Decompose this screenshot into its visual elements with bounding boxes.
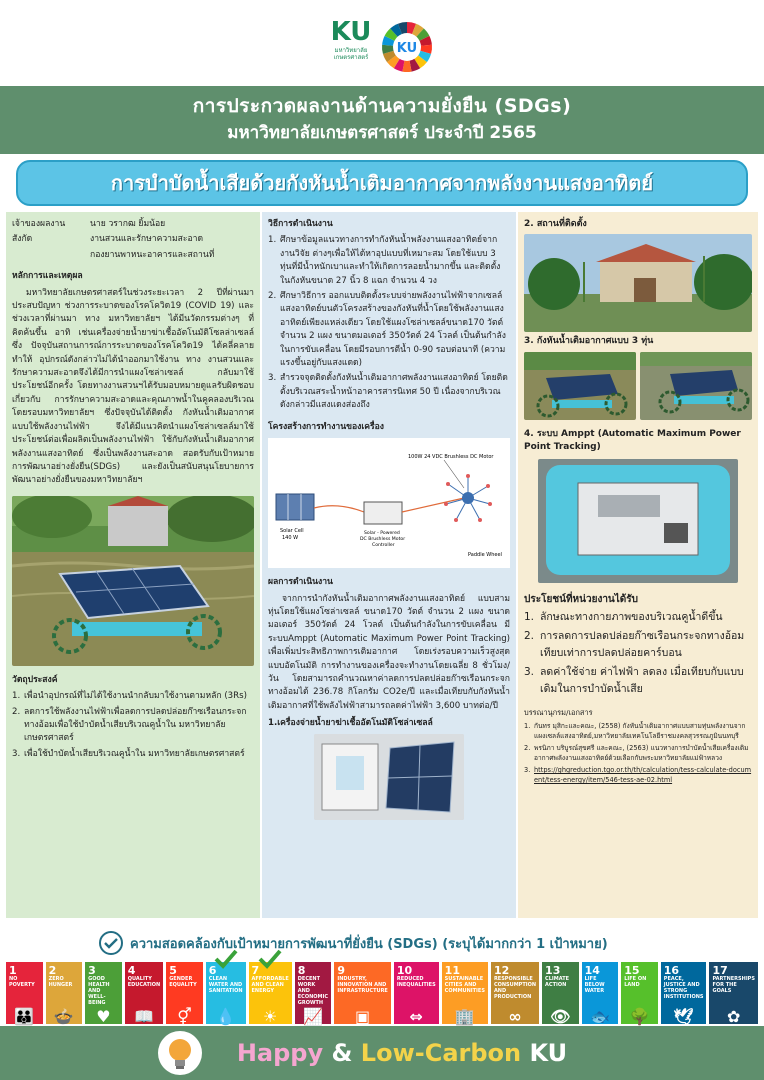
owner-value: นาย วรากฒ ยิ้มน้อย bbox=[90, 219, 166, 229]
dispenser-photo bbox=[314, 734, 464, 820]
paddle-wheel-icon bbox=[444, 474, 492, 522]
right-column bbox=[518, 212, 758, 918]
sdg-goal-icon: ♥ bbox=[96, 1007, 111, 1026]
sdg-tile-15: 15 LIFE ON LAND 🌳 bbox=[621, 962, 658, 1024]
sdg-goal-icon: 🏢 bbox=[454, 1007, 475, 1026]
sdg-tile-1: 1 NO POVERTY 👪 bbox=[6, 962, 43, 1024]
svg-text:Solar Cell: Solar Cell bbox=[280, 528, 304, 535]
dept-row bbox=[12, 233, 254, 246]
sdg-goal-icon: 🌳 bbox=[629, 1007, 650, 1026]
aerator-pond-illustration bbox=[12, 496, 254, 666]
sdg-goal-icon: ⇔ bbox=[409, 1007, 423, 1026]
sdg-tile-6: 6 CLEAN WATER AND SANITATION 💧 bbox=[206, 962, 246, 1024]
sdg-tile-13: 13 CLIMATE ACTION 👁 bbox=[542, 962, 579, 1024]
left-column bbox=[6, 212, 260, 918]
method-item: 1. ศึกษาข้อมูลแนวทางการทำกังหันน้ำพลังงานแสงอาทิตย์จากงานวิจัย ต่างๆเพื่อให้ได้หาอุปแบบที่เหมาะสม โดยใช้แบบ 3 ทุ่นที่มีน้ำหนักเบาและทำให้เกิดการลอยน้ำมากขึ้น และติดตั้งในกังหันขนาด 27 นิ้ว 8 แฉก จำนวน 4 วง bbox=[268, 235, 501, 286]
amppt-photo bbox=[538, 459, 738, 583]
ref-heading: บรรณานุกรม/เอกสาร bbox=[524, 708, 593, 718]
objective-item: 2. ลดการใช้พลังงานไฟฟ้าเพื่อลดการปลดปล่อยก๊าซเรือนกระจกทางอ้อมเพื่อใช้บำบัดน้ำเสียบริเวณคูน้ำใน มหาวิทยาลัยเกษตรศาสตร์ bbox=[12, 706, 247, 744]
controller-icon bbox=[364, 502, 402, 524]
header-band bbox=[0, 86, 764, 154]
sdg-goal-icon: 📖 bbox=[134, 1007, 154, 1026]
sdg-tile-17: 17 PARTNERSHIPS FOR THE GOALS ✿ bbox=[709, 962, 757, 1024]
ku-logo bbox=[331, 17, 371, 77]
principle-heading: หลักการและเหตุผล bbox=[12, 271, 83, 282]
system-diagram bbox=[268, 438, 510, 568]
photo2-caption: 2. สถานที่ติดตั้ง bbox=[524, 219, 587, 229]
poster-title: การบำบัดน้ำเสียด้วยกังหันน้ำเติมอากาศจากพลังงานแสงอาทิตย์ bbox=[16, 160, 748, 206]
result-text: จากการนำกังหันน้ำเติมอากาศพลังงานแสงอาทิตย์ แบบสามทุ่นโดยใช้แผงโซล่าเซลล์ ขนาด170 วัตต์ จำนวน 2 แผง ขนาดมอเตอร์ 350วัตต์ 24 โวลต์ เป็นต้นกำลังในการขับเคลื่อน มีระบบAmppt (Automatic Maximum Power Point Tracking) เพื่อเพิ่มประสิทธิภาพการเติมอากาศ โดยเร่งรอบความเร็วสูงสุดแบบอัตโนมัติ การทำงานของเครื่องจะทำงานโดยเฉลี่ย 8 ชั่วโมง/วัน โดยสามารถคำนวณหาค่าลดการปลดปล่อยก๊าซเรือนกระจกทางอ้อมได้ 236.78 กิโลกรัม CO2e/ปี และเมื่อเทียบกับกังหันน้ำเติมอากาศที่ใช้พลังไฟฟ้าสามารถลดค่าไฟฟ้า 3,600 บาทต่อ/ปี bbox=[268, 593, 510, 711]
dept-value-2: กองยานพาหนะอาคารและสถานที่ bbox=[90, 249, 215, 260]
sdg-tile-7: 7 AFFORDABLE AND CLEAN ENERGY ☀ bbox=[249, 962, 292, 1024]
sdg-tile-14: 14 LIFE BELOW WATER 🐟 bbox=[582, 962, 619, 1024]
sdg-tile-2: 2 ZERO HUNGER 🍲 bbox=[46, 962, 83, 1024]
objective-item: 1. เพื่อนำอุปกรณ์ที่ไม่ได้ใช้งานนำกลับมาใช้งานตามหลัก (3Rs) bbox=[12, 691, 247, 702]
dept-row-2 bbox=[12, 249, 254, 262]
photo3-caption: 3. กังหันน้ำเติมอากาศแบบ 3 ทุ่น bbox=[524, 336, 654, 347]
aerator-pond-photo bbox=[12, 496, 254, 666]
photo1-caption: 1.เครื่องจ่ายน้ำยาฆ่าเชื้ออัตโนมัติโซล่าเซลล์ bbox=[268, 718, 433, 729]
objective-item: 3. เพื่อใช้บำบัดน้ำเสียบริเวณคูน้ำใน มหาวิทยาลัยเกษตรศาสตร์ bbox=[12, 748, 245, 759]
method-heading: วิธีการดำเนินงาน bbox=[268, 219, 333, 229]
header-line1: การประกวดผลงานด้านความยั่งยืน (SDGs) bbox=[192, 95, 572, 117]
sdg-tile-10: 10 REDUCED INEQUALITIES ⇔ bbox=[394, 962, 439, 1024]
benefit-item: 3. ลดค่าใช้จ่าย ค่าไฟฟ้า ลดลง เมื่อเทียบกับแบบเดิมในการบำบัดน้ำเสีย bbox=[524, 666, 744, 696]
photo4-caption: 4. ระบบ Amppt (Automatic Maximum Power Point Tracking) bbox=[524, 428, 741, 453]
aerator-photos bbox=[524, 352, 752, 420]
sdg-tile-11: 11 SUSTAINABLE CITIES AND COMMUNITIES 🏢 bbox=[442, 962, 488, 1024]
checkmark-icon bbox=[257, 948, 283, 970]
benefit-item: 1. ลักษณะทางกายภาพของบริเวณคูน้ำดีขึ้น bbox=[524, 611, 723, 624]
middle-column bbox=[262, 212, 516, 918]
svg-text:Paddle Wheel: Paddle Wheel bbox=[468, 552, 502, 559]
sdg-tile-16: 16 PEACE, JUSTICE AND STRONG INSTITUTIONS 🕊 bbox=[661, 962, 707, 1024]
sdg-goal-icon: ⚥ bbox=[177, 1007, 192, 1026]
location-photo bbox=[524, 234, 752, 332]
sdg-goal-icon: 👁 bbox=[550, 1007, 571, 1026]
sdg-goal-icon: ✿ bbox=[727, 1007, 741, 1026]
footer-slogan: Happy & Low-Carbon KU bbox=[236, 1039, 568, 1067]
sdg-goal-icon: 💧 bbox=[215, 1007, 236, 1026]
sdg-goal-icon: 📈 bbox=[303, 1007, 323, 1026]
check-circle-icon bbox=[98, 930, 124, 956]
ku-logo-text: KU bbox=[330, 17, 372, 47]
sdg-goal-icon: 👪 bbox=[14, 1007, 35, 1026]
sdg-goal-icon: ☀ bbox=[262, 1007, 278, 1026]
checkmark-icon bbox=[213, 948, 239, 970]
svg-text:Controller: Controller bbox=[372, 543, 395, 549]
sdg-goal-icon: ▣ bbox=[355, 1007, 371, 1026]
structure-heading: โครงสร้างการทำงานของเครื่อง bbox=[268, 421, 384, 432]
ref-item: 1. กันทร มุสิกะและคณะ, (2558) กังหันน้ำเติมอากาศแบบสามทุ่นพลังงานจากแผงเซลล์แสงอาทิตย์,มหาวิทยาลัยเทคโนโลยีราชมงคลสุวรรณภูมินนทบุรี bbox=[524, 722, 746, 741]
ref-item: 2. พรนิภา บริบูรณ์สุขศรี และคณะ, (2563) แนวทางการบำบัดน้ำเสียเครื่องเติมอากาศพลังงานแสงอาทิตย์ด้วยเลือกกับพระมหาวิทยาลัยแม่ฟ้าหลวง bbox=[524, 744, 749, 763]
sdg-goal-icon: 🕊 bbox=[673, 1007, 694, 1026]
sdg-tile-5: 5 GENDER EQUALITY ⚥ bbox=[166, 962, 203, 1024]
method-item: 3. สำรวจจุดติดตั้งกังหันน้ำเติมอากาศพลังงานแสงอาทิตย์ โดยติดตั้งบริเวณสระน้ำหน้าอาคารสารนิเทศ 50 ปี เนื่องจากบริเวณดังกล่าวมีแสงแดงส่องถึง bbox=[268, 373, 508, 411]
footer-band bbox=[0, 1026, 764, 1080]
aerator-photo-right bbox=[640, 352, 752, 420]
sdg-tile-3: 3 GOOD HEALTH AND WELL-BEING ♥ bbox=[85, 962, 122, 1024]
sdg-logo-text: KU bbox=[396, 41, 418, 56]
ku-logo-subtitle: มหาวิทยาลัยเกษตรศาสตร์ bbox=[333, 47, 369, 61]
svg-text:DC Brushless Motor: DC Brushless Motor bbox=[360, 537, 406, 543]
sdg-tile-4: 4 QUALITY EDUCATION 📖 bbox=[125, 962, 163, 1024]
sdg-wheel-logo bbox=[381, 21, 433, 73]
method-item: 2. ศึกษาวิธีการ ออกแบบติดตั้งระบบจ่ายพลังงานไฟฟ้าจากเซลล์แสงอาทิตย์บนตัวโครงสร้างของกังหันที่น้ำโดยใช้พลังงานแสงอาทิตย์เพียงแหล่งเดียว โดยใช้แผงโซล่าเซลล์ขนาด170 วัตต์ จำนวน 2 แผง ขนาดมอเตอร์ 350วัตต์ 24 โวลต์ เป็นต้นกำลังในการขับเคลื่อน โดยมีรอบการตีน้ำ 0-90 รอบต่อนาที (ความแรงขึ้นอยู่กับแสงแดด) bbox=[268, 291, 506, 369]
owner-label: เจ้าของผลงาน bbox=[12, 219, 66, 229]
result-heading: ผลการดำเนินงาน bbox=[268, 577, 333, 588]
svg-text:140 W: 140 W bbox=[282, 535, 299, 542]
benefit-item: 2. การลดการปลดปล่อยก๊าซเรือนกระจกทางอ้อม เทียบเท่าการปลดปล่อยคาร์บอน bbox=[524, 630, 745, 660]
sdg-goal-icon: ∞ bbox=[508, 1007, 522, 1026]
aerator-photo-left bbox=[524, 352, 636, 420]
svg-text:Solar - Powered: Solar - Powered bbox=[364, 531, 400, 537]
dept-value-1: งานสวนและรักษาความสะอาด bbox=[90, 234, 204, 245]
owner-row bbox=[12, 218, 254, 231]
sdg-goal-icon: 🍲 bbox=[53, 1007, 74, 1026]
sdg-goal-icon: 🐟 bbox=[589, 1007, 610, 1026]
benefit-heading: ประโยชน์ที่หน่วยงานได้รับ bbox=[524, 593, 639, 605]
solar-cell-icon bbox=[276, 494, 314, 520]
objective-heading: วัตถุประสงค์ bbox=[12, 674, 58, 685]
header-line2: มหาวิทยาลัยเกษตรศาสตร์ ประจำปี 2565 bbox=[227, 123, 537, 143]
svg-text:100W 24 VDC Brushless DC Motor: 100W 24 VDC Brushless DC Motor bbox=[408, 454, 494, 461]
sdg-alignment-bar bbox=[96, 928, 686, 958]
principle-text: มหาวิทยาลัยเกษตรศาสตร์ในช่วงระยะเวลา 2 ปีที่ผ่านมา ประสบปัญหา ช่วงการระบาดของโรคโควิด19 (COVID 19) และช่วงเวลาที่ผ่านมา ทาง มหาวิทยาลัยฯ ได้มีนวัตกรรมต่างๆ ที่ คิดค้นขึ้น อาทิ เช่นเครื่องจ่ายน้ำยาฆ่าเชื้ออัตโนมัติโซลล่าเซลล์ ซึ่ง ปัจจุบันสถานการณ์การระบาดของโรคโควิด19 ได้คลี่คลายทำให้ อุปกรณ์ดังกล่าวไม่ได้นำออกมาใช้งาน ทาง งานสวนและรักษาความสะอาดจึงได้มีการนำแผงโซล่าเซลล์ กลับมาใช้ประโยชน์อีกครั้ง โดยทางงานสวนฯได้รับมอบหมายดูแลรับผิดชอบเกี่ยวกับ การรักษาความสะอาดและคุณภาพน้ำในคูคลองบริเวณโดยรอบมหาวิทยาลัยฯ ซึ่งปัจจุบันได้ติดตั้ง กังหันน้ำเติมอากาศแบบใช้พลังงานไฟฟ้า จึงได้มีแนวคิดนำแผงโซล่าเซลล์มาใช้ประโยชน์ต่อเพื่อผลิตเป็นพลังงานไฟฟ้า ใช้กับกังหันน้ำเติมอากาศพลังงานแสงอาทิตย์ ซึ่งเป็นพลังงานสะอาด สอดรับกับเป้าหมายการพัฒนาอย่างยั่งยืน(SDGs) และยังเป็นสนับสนุนโยบายการพัฒนาอย่างยั่งยืนของมหาวิทยาลัยฯ bbox=[12, 287, 254, 486]
logo-row bbox=[0, 12, 764, 82]
references bbox=[524, 708, 752, 785]
lightbulb-icon bbox=[156, 1029, 204, 1077]
dept-label: สังกัด bbox=[12, 234, 33, 245]
sdg-alignment-text: ความสอดคล้องกับเป้าหมายการพัฒนาที่ยั่งยืน (SDGs) (ระบุได้มากกว่า 1 เป้าหมาย) bbox=[130, 936, 608, 952]
sdg-tiles bbox=[6, 962, 758, 1024]
sdg-tile-12: 12 RESPONSIBLE CONSUMPTION AND PRODUCTION ∞ bbox=[491, 962, 539, 1024]
sdg-tile-9: 9 INDUSTRY, INNOVATION AND INFRASTRUCTURE ▣ bbox=[334, 962, 391, 1024]
sdg-tile-8: 8 DECENT WORK AND ECONOMIC GROWTH 📈 bbox=[295, 962, 332, 1024]
ref-link[interactable]: 3. https://ghgreduction.tgo.or.th/th/calculation/tess-calculate-document/tess-energy/item/546-tess-ae-02.html bbox=[524, 766, 752, 785]
